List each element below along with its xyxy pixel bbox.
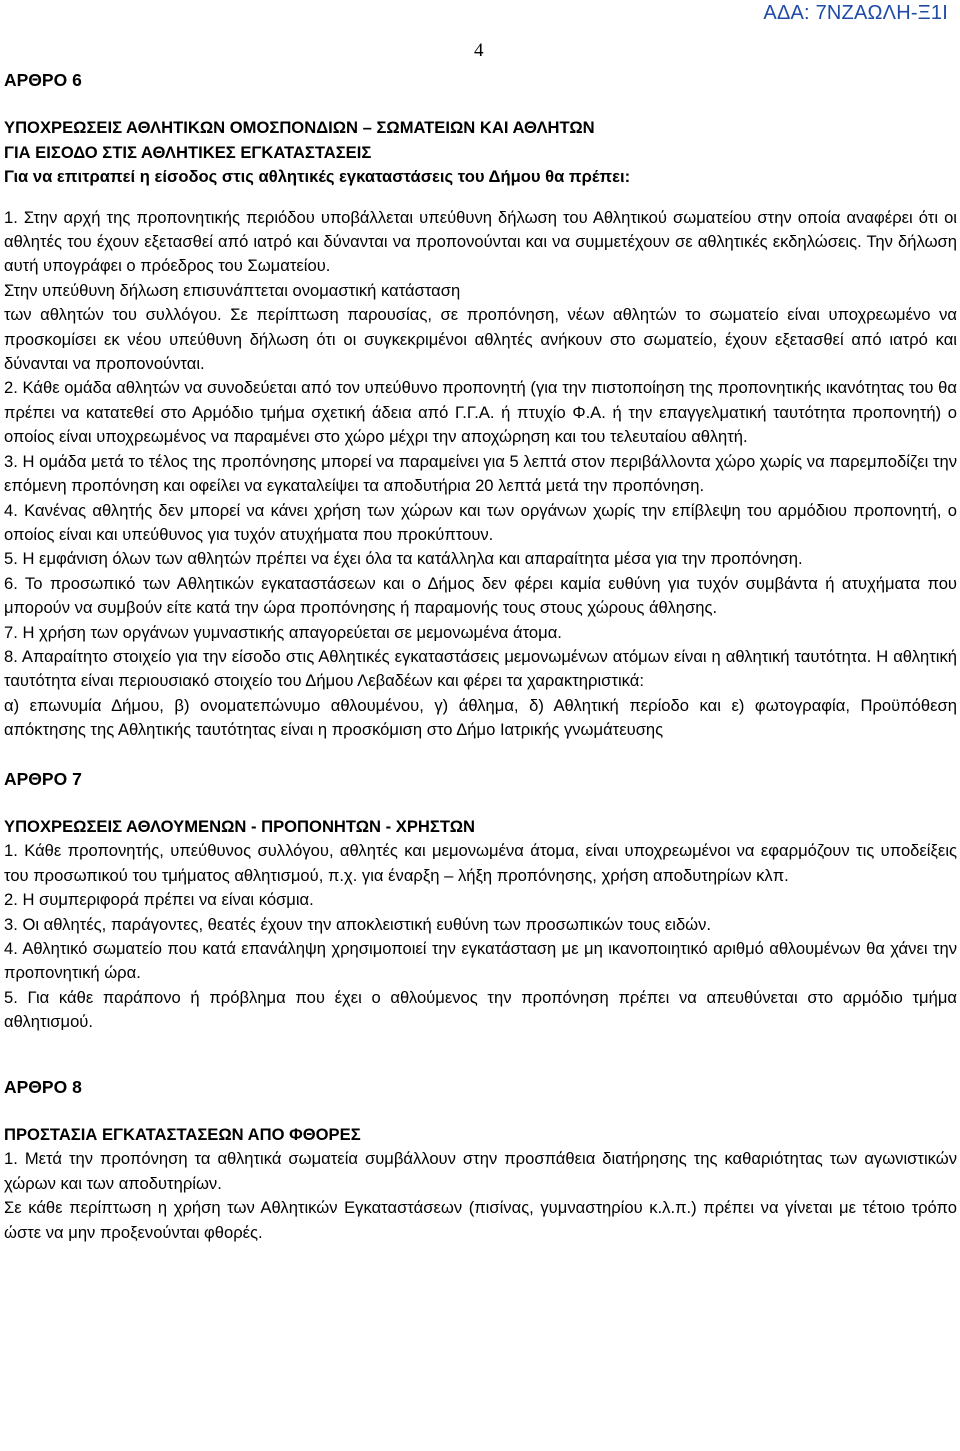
article-7-heading: ΑΡΘΡΟ 7 [4, 768, 82, 789]
article-6-para-6: 6. Το προσωπικό των Αθλητικών εγκαταστάσεων και ο Δήμος δεν φέρει καμία ευθύνη για τυχόν συμβάντα ή ατυχήματα που μπορούν να συμβούν είτε κατά την ώρα προπόνησης ή παραμονής τους στους χώρους άθλησης. [4, 573, 957, 618]
page-number: 4 [474, 40, 484, 61]
article-6-para-5: 5. Η εμφάνιση όλων των αθλητών πρέπει να έχει όλα τα κατάλληλα και απαραίτητα μέσα για την προπόνηση. [4, 549, 803, 569]
article-6-para-3: 3. Η ομάδα μετά το τέλος της προπόνησης μπορεί να παραμείνει για 5 λεπτά στον περιβάλλοντα χώρο χωρίς να παρεμποδίζει την επόμενη προπόνηση και οφείλει να εγκαταλείψει τα αποδυτήρια 20 λεπτά μετά την προπόνηση. [4, 451, 957, 496]
article-6-para-8: 8. Απαραίτητο στοιχείο για την είσοδο στις Αθλητικές εγκαταστάσεις μεμονωμένων ατόμων είναι η αθλητική ταυτότητα. Η αθλητική ταυτότητα είναι περιουσιακό στοιχείο του Δήμου Λεβαδέων και φέρει τα χαρακτηριστικά: [4, 646, 957, 691]
article-6-para-4: 4. Κανένας αθλητής δεν μπορεί να κάνει χρήση των χώρων και των οργάνων χωρίς την επίβλεψη του αρμόδιου προπονητή, ο οποίος είναι και υπεύθυνος για τυχόν ατυχήματα που προκύπτουν. [4, 500, 957, 544]
article-6-para-1c: των αθλητών του συλλόγου. Σε περίπτωση παρουσίας, σε προπόνηση, νέων αθλητών το σωματείο είναι υποχρεωμένο να προσκομίσει εκ νέου υπεύθυνη δήλωση ότι οι συγκεκριμένοι αθλητές ανήκουν στο σωματείο, έχουν εξετασθεί από ιατρό και δύνανται να προπονούνται. [4, 305, 957, 374]
document-body [4, 68, 957, 1245]
article-7-title: ΥΠΟΧΡΕΩΣΕΙΣ ΑΘΛΟΥΜΕΝΩΝ - ΠΡΟΠΟΝΗΤΩΝ - ΧΡΗΣΤΩΝ [4, 816, 475, 836]
article-6-para-7: 7. Η χρήση των οργάνων γυμναστικής απαγορεύεται σε μεμονωμένα άτομα. [4, 622, 562, 642]
article-6-intro: Για να επιτραπεί η είσοδος στις αθλητικές εγκαταστάσεις του Δήμου θα πρέπει: [4, 167, 631, 187]
article-6-title-line-2: ΓΙΑ ΕΙΣΟΔΟ ΣΤΙΣ ΑΘΛΗΤΙΚΕΣ ΕΓΚΑΤΑΣΤΑΣΕΙΣ [4, 142, 372, 162]
article-7-para-4: 4. Αθλητικό σωματείο που κατά επανάληψη χρησιμοποιεί την εγκατάσταση με μη ικανοποιητικό αριθμό αθλουμένων θα χάνει την προπονητική ώρα. [4, 939, 957, 983]
article-7-para-1: 1. Κάθε προπονητής, υπεύθυνος συλλόγου, αθλητές και μεμονωμένα άτομα, είναι υποχρεωμένοι να εφαρμόζουν τις υποδείξεις του προσωπικού του τμήματος αθλητισμού, π.χ. για έναρξη – λήξη προπόνησης, χρήση αποδυτηρίων κλπ. [4, 841, 957, 885]
article-8-para-2: Σε κάθε περίπτωση η χρήση των Αθλητικών Εγκαταστάσεων (πισίνας, γυμναστηρίου κ.λ.π.) πρέπει να γίνεται με τέτοιο τρόπο ώστε να μην προξενούνται φθορές. [4, 1198, 957, 1242]
article-8-title: ΠΡΟΣΤΑΣΙΑ ΕΓΚΑΤΑΣΤΑΣΕΩΝ ΑΠΟ ΦΘΟΡΕΣ [4, 1125, 361, 1145]
article-6-para-1: 1. Στην αρχή της προπονητικής περιόδου υποβάλλεται υπεύθυνη δήλωση του Αθλητικού σωματείου στην οποία αναφέρει ότι οι αθλητές του έχουν εξετασθεί από ιατρό και δύνανται να προπονούνται και να συμμετέχουν σε αθλητικές εκδηλώσεις. Την δήλωση αυτή υπογράφει ο πρόεδρος του Σωματείου. [4, 207, 957, 276]
article-7-para-2: 2. Η συμπεριφορά πρέπει να είναι κόσμια. [4, 890, 314, 910]
article-6-para-1b: Στην υπεύθυνη δήλωση επισυνάπτεται ονομαστική κατάσταση [4, 280, 461, 300]
ada-code: ΑΔΑ: 7ΝΖΑΩΛΗ-Ξ1Ι [763, 2, 948, 24]
article-6-heading: ΑΡΘΡΟ 6 [4, 70, 82, 90]
article-8-heading: ΑΡΘΡΟ 8 [4, 1076, 82, 1097]
article-6-title-line-1: ΥΠΟΧΡΕΩΣΕΙΣ ΑΘΛΗΤΙΚΩΝ ΟΜΟΣΠΟΝΔΙΩΝ – ΣΩΜΑΤΕΙΩΝ ΚΑΙ ΑΘΛΗΤΩΝ [4, 118, 595, 138]
article-7-para-5: 5. Για κάθε παράπονο ή πρόβλημα που έχει ο αθλούμενος την προπόνηση πρέπει να απευθύνεται στο αρμόδιο τμήμα αθλητισμού. [4, 987, 957, 1032]
article-6-para-2: 2. Κάθε ομάδα αθλητών να συνοδεύεται από τον υπεύθυνο προπονητή (για την πιστοποίηση της προπονητικής ικανότητας του θα πρέπει να κατατεθεί στο Αρμόδιο τμήμα σχετική άδεια από Γ.Γ.Α. ή πτυχίο Φ.Α. ή την επαγγελματική ταυτότητα προπονητή) ο οποίος είναι υποχρεωμένος να παραμένει στο χώρο μέχρι την αποχώρηση και του τελευταίου αθλητή. [4, 378, 957, 447]
article-8-para-1: 1. Μετά την προπόνηση τα αθλητικά σωματεία συμβάλλουν στην προσπάθεια διατήρησης της καθαριότητας των αγωνιστικών χώρων και των αποδυτηρίων. [4, 1149, 957, 1193]
article-7-para-3: 3. Οι αθλητές, παράγοντες, θεατές έχουν την αποκλειστική ευθύνη των προσωπικών τους ειδών. [4, 914, 712, 934]
article-6-para-8b: α) επωνυμία Δήμου, β) ονοματεπώνυμο αθλουμένου, γ) άθλημα, δ) Αθλητική περίοδο και ε) φωτογραφία, Προϋπόθεση απόκτησης της Αθλητικής ταυτότητας είναι η προσκόμιση στο Δήμο Ιατρικής γνωμάτευσης [4, 695, 957, 740]
